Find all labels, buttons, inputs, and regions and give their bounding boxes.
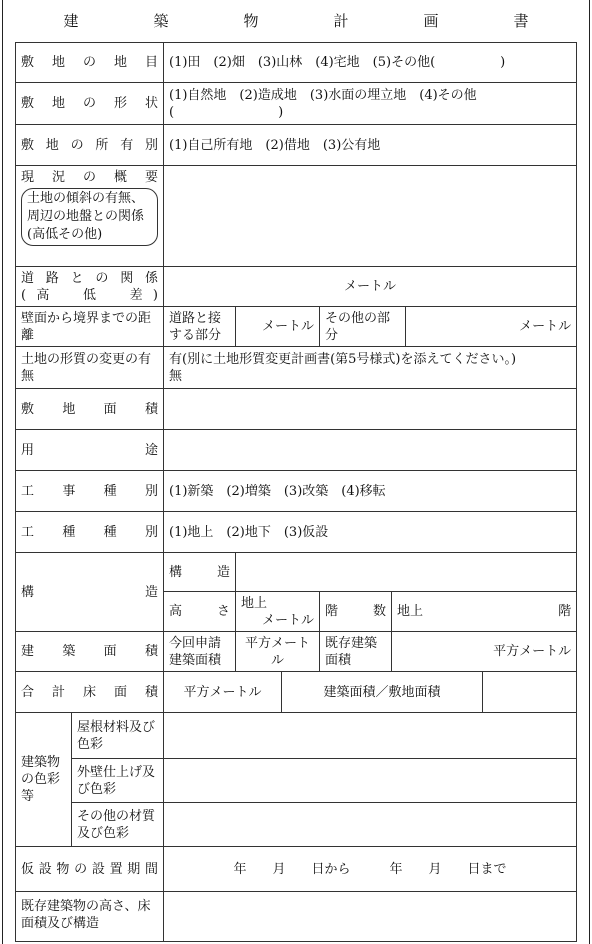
other-side-unit: メートル <box>406 307 577 347</box>
building-color-label: 建築物の色彩等 <box>16 713 72 847</box>
road-relation-label-cell <box>16 267 164 307</box>
site-area-label: 敷地面積 <box>16 389 164 430</box>
coverage-ratio-value <box>483 672 577 713</box>
row-land-alteration <box>16 347 577 389</box>
work-type-label: 工種種別 <box>16 512 164 553</box>
other-material-value <box>164 803 577 847</box>
site-land-category-options: (1)田 (2)畑 (3)山林 (4)宅地 (5)その他( ) <box>164 43 577 83</box>
other-material-label: その他の材質及び色彩 <box>72 803 164 847</box>
usage-value <box>164 430 577 471</box>
plan-form-table <box>15 42 577 942</box>
roof-material-value <box>164 713 577 759</box>
existing-building-label: 既存建築物の高さ、床面積及び構造 <box>16 892 164 942</box>
structure-label: 構造 <box>16 553 164 632</box>
building-area-label: 建築面積 <box>16 632 164 672</box>
floors-unit: 階 <box>558 604 572 619</box>
site-ownership-options: (1)自己所有地 (2)借地 (3)公有地 <box>164 125 577 166</box>
new-building-area-unit: 平方メートル <box>236 632 320 672</box>
row-construction-type <box>16 471 577 512</box>
road-relation-label: 道路との関係 <box>21 270 159 286</box>
current-overview-note: 土地の傾斜の有無、周辺の地盤との関係(高低その他) <box>21 188 158 246</box>
row-site-area <box>16 389 577 430</box>
land-alteration-yes: 有(別に土地形質変更計画書(第5号様式)を添えてください。) <box>169 351 517 367</box>
site-ownership-label: 敷地の所有別 <box>16 125 164 166</box>
floors-value <box>392 592 577 632</box>
wall-finish-label: 外壁仕上げ及び色彩 <box>72 759 164 803</box>
row-temporary-period <box>16 847 577 892</box>
site-land-category-label: 敷地の地目 <box>16 43 164 83</box>
row-roof-color <box>16 713 577 759</box>
height-unit: メートル <box>262 612 315 628</box>
land-alteration-label: 土地の形質の変更の有無 <box>16 347 164 389</box>
row-wall-color <box>16 759 577 803</box>
structure-sub-label: 構造 <box>164 553 236 592</box>
road-side-unit: メートル <box>236 307 320 347</box>
row-road-relation <box>16 267 577 307</box>
row-existing-building <box>16 892 577 942</box>
other-side-label: その他の部分 <box>320 307 406 347</box>
wall-finish-value <box>164 759 577 803</box>
roof-material-label: 屋根材料及び色彩 <box>72 713 164 759</box>
existing-building-area-unit: 平方メートル <box>392 632 577 672</box>
row-site-ownership <box>16 125 577 166</box>
current-overview-label-cell <box>16 166 164 267</box>
coverage-ratio-label: 建築面積／敷地面積 <box>282 672 483 713</box>
floors-above-ground: 地上 <box>397 604 424 619</box>
existing-building-value <box>164 892 577 942</box>
construction-type-options: (1)新築 (2)増築 (3)改築 (4)移転 <box>164 471 577 512</box>
row-other-color <box>16 803 577 847</box>
row-total-floor-area <box>16 672 577 713</box>
current-overview-value <box>164 166 577 267</box>
row-wall-distance <box>16 307 577 347</box>
form-title: 建 築 物 計 画 書 <box>63 12 559 30</box>
wall-distance-label: 壁面から境界までの距離 <box>16 307 164 347</box>
site-shape-options: (1)自然地 (2)造成地 (3)水面の埋立地 (4)その他( ) <box>164 83 577 125</box>
floors-value-row <box>397 603 571 620</box>
construction-type-label: 工事種別 <box>16 471 164 512</box>
row-site-shape <box>16 83 577 125</box>
floors-label: 階数 <box>320 592 392 632</box>
land-alteration-options <box>164 347 577 389</box>
row-site-land-category <box>16 43 577 83</box>
height-label: 高さ <box>164 592 236 632</box>
road-side-label: 道路と接する部分 <box>164 307 236 347</box>
site-area-value <box>164 389 577 430</box>
site-shape-label: 敷地の形状 <box>16 83 164 125</box>
temporary-period-value: 年 月 日から 年 月 日まで <box>164 847 577 892</box>
row-structure <box>16 553 577 592</box>
height-value <box>236 592 320 632</box>
work-type-options: (1)地上 (2)地下 (3)仮設 <box>164 512 577 553</box>
land-alteration-no: 無 <box>169 368 183 384</box>
road-relation-unit: メートル <box>164 267 577 307</box>
row-usage <box>16 430 577 471</box>
row-work-type <box>16 512 577 553</box>
temporary-period-label: 仮設物の設置期間 <box>16 847 164 892</box>
new-building-area-label: 今回申請建築面積 <box>164 632 236 672</box>
usage-label: 用途 <box>16 430 164 471</box>
total-floor-area-unit: 平方メートル <box>164 672 282 713</box>
existing-building-area-label: 既存建築面積 <box>320 632 392 672</box>
structure-value <box>236 553 577 592</box>
total-floor-area-label: 合計床面積 <box>16 672 164 713</box>
height-above-ground: 地上 <box>241 595 268 611</box>
current-overview-label: 現況の概要 <box>21 170 159 185</box>
row-current-overview <box>16 166 577 267</box>
row-building-area <box>16 632 577 672</box>
road-height-diff-label: (高 低 差) <box>21 287 159 303</box>
